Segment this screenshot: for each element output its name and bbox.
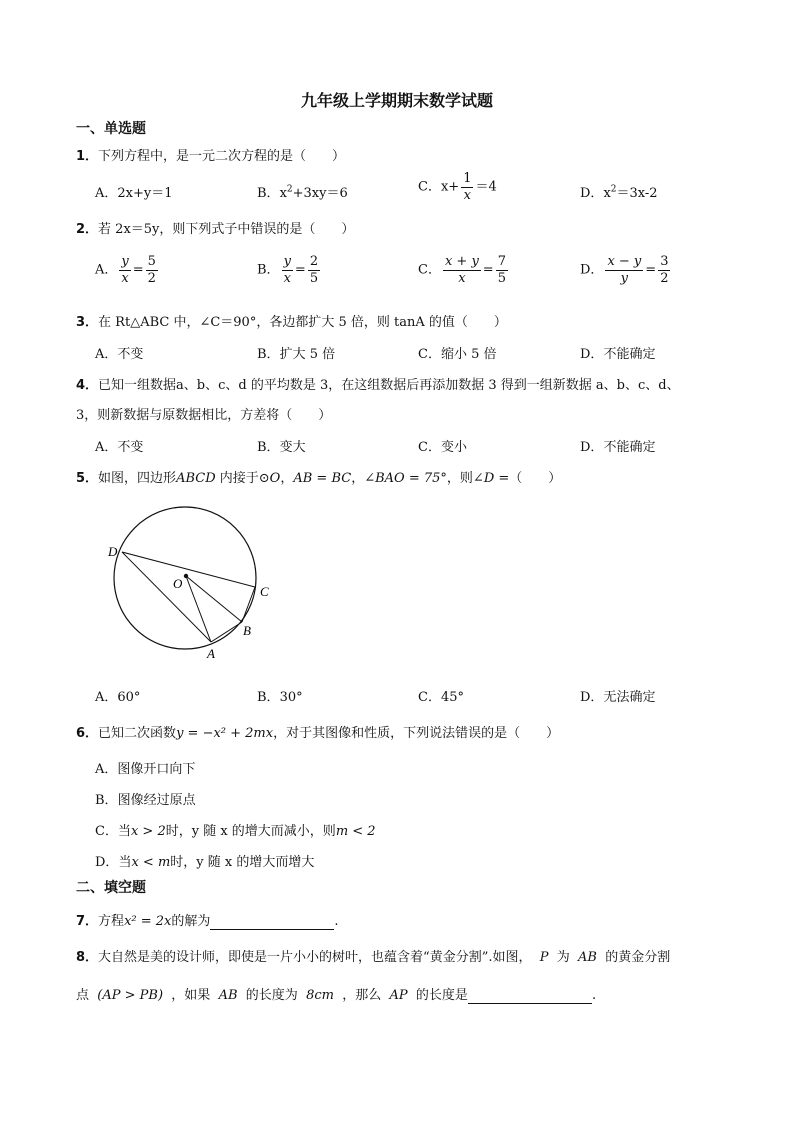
question-number: 7． xyxy=(76,914,99,929)
q1-option-b: B．$x^2+3xy=6$ xyxy=(257,184,348,201)
q1-option-c: C．x+ $\frac{1}{x}$ ＝4 xyxy=(418,171,497,203)
section-heading-fill-blank: 二、填空题 xyxy=(76,880,146,896)
question-8-line-2: 点 (AP > PB) ，如果 AB 的长度为 8cm ，那么 AP 的长度是 . xyxy=(76,988,597,1003)
circle-geometry-figure xyxy=(100,500,290,670)
q3-option-b: B．扩大 5 倍 xyxy=(257,347,336,362)
question-6: 6．已知二次函数y = −x² + 2mx，对于其图像和性质，下列说法错误的是（ ） xyxy=(76,726,560,741)
question-text: 已知一组数据a、b、c、d 的平均数是 3，在这组数据后再添加数据 3 得到一组新数据 a、b、c、d、 xyxy=(98,378,680,393)
q2-option-d: D． $\frac{x - y}{y}$ = $\frac{3}{2}$ xyxy=(580,254,669,286)
question-number: 4． xyxy=(76,378,99,393)
q2-option-b: B． $\frac{y}{x}$ = $\frac{2}{5}$ xyxy=(257,254,319,286)
fraction: $\frac{1}{x}$ xyxy=(463,171,472,203)
question-1 xyxy=(76,145,345,164)
question-8: 8．大自然是美的设计师，即使是一片小小的树叶，也蕴含着“黄金分割”.如图， P 为 AB 的黄金分割 xyxy=(76,950,671,965)
label-d: D xyxy=(108,544,118,559)
page-title: 九年级上学期期末数学试题 xyxy=(300,91,493,110)
question-number: 5． xyxy=(76,471,99,486)
answer-blank[interactable] xyxy=(468,988,592,1004)
question-text: 若 2x＝5y，则下列式子中错误的是（ ） xyxy=(98,222,355,237)
label-c: C xyxy=(260,584,269,599)
question-number: 2． xyxy=(76,222,99,237)
q1-option-d: D．$x^2=3x-2$ xyxy=(580,184,658,201)
circle-o xyxy=(114,507,256,649)
q6-option-b: B．图像经过原点 xyxy=(95,793,196,808)
q5-option-b: B．30° xyxy=(257,690,303,705)
question-5: 5．如图，四边形ABCD 内接于⊙O，AB = BC，∠BAO = 75°，则∠D =（ ） xyxy=(76,471,562,486)
segment-ab xyxy=(211,622,242,642)
question-text: 在 Rt△ABC 中，∠C＝90°，各边都扩大 5 倍，则 tanA 的值（ ） xyxy=(98,315,507,330)
label-a: A xyxy=(207,646,215,661)
q4-option-a: A．不变 xyxy=(95,440,144,455)
q4-option-d: D．不能确定 xyxy=(580,440,656,455)
question-3 xyxy=(76,311,507,330)
q4-option-b: B．变大 xyxy=(257,440,306,455)
q1-option-a: A．2x+y＝1 xyxy=(95,186,173,201)
q6-option-a: A．图像开口向下 xyxy=(95,762,196,777)
label-b: B xyxy=(243,623,251,638)
question-2 xyxy=(76,218,354,237)
question-number: 6． xyxy=(76,726,99,741)
segment-bc xyxy=(242,587,255,622)
question-text: 下列方程中，是一元二次方程的是（ ） xyxy=(98,149,346,164)
q5-option-d: D．无法确定 xyxy=(580,690,656,705)
question-4 xyxy=(76,374,680,393)
q3-option-d: D．不能确定 xyxy=(580,347,656,362)
question-number: 1． xyxy=(76,149,99,164)
q6-option-d: D．当x < m时，y 随 x 的增大而增大 xyxy=(95,855,315,870)
section-heading-single-choice: 一、单选题 xyxy=(76,121,146,137)
q2-option-a: A． $\frac{y}{x}$ = $\frac{5}{2}$ xyxy=(95,254,156,286)
question-7: 7．方程x² = 2x的解为 . xyxy=(76,914,339,929)
q4-option-c: C．变小 xyxy=(418,440,467,455)
label-o: O xyxy=(173,576,183,591)
question-4-line-2: 3，则新数据与原数据相比，方差将（ ） xyxy=(76,408,332,423)
center-point-o xyxy=(184,574,188,578)
question-number: 3． xyxy=(76,315,99,330)
answer-blank[interactable] xyxy=(210,914,334,930)
q5-option-a: A．60° xyxy=(95,690,141,705)
question-number: 8． xyxy=(76,950,99,965)
q6-option-c: C．当x > 2时，y 随 x 的增大而减小，则m < 2 xyxy=(95,824,376,839)
q3-option-c: C．缩小 5 倍 xyxy=(418,347,497,362)
q5-option-c: C．45° xyxy=(418,690,464,705)
q3-option-a: A．不变 xyxy=(95,347,144,362)
q2-option-c: C． $\frac{x + y}{x}$ = $\frac{7}{5}$ xyxy=(418,254,506,286)
